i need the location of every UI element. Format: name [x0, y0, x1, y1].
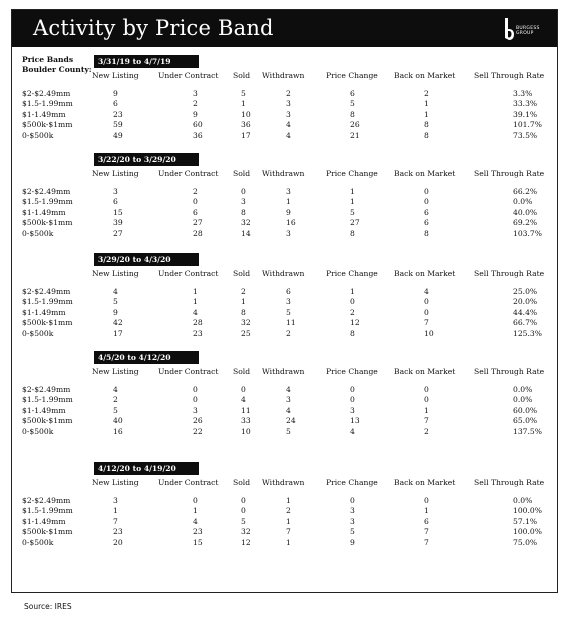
table-cell: 25: [241, 329, 251, 338]
table-cell: 7: [424, 538, 429, 547]
column-header: Price Change: [326, 169, 378, 178]
table-cell: 6: [193, 208, 198, 217]
table-cell: 5: [113, 406, 118, 415]
table-cell: 5: [241, 517, 246, 526]
table-cell: 4: [424, 287, 429, 296]
table-cell: 4: [241, 395, 246, 404]
table-cell: 2: [286, 89, 291, 98]
table-cell: 15: [193, 538, 203, 547]
table-cell: 100.0%: [513, 506, 542, 515]
price-band-label: $2-$2.49mm: [22, 187, 71, 196]
logo-mark-icon: [503, 17, 515, 41]
date-range-bar: 3/29/20 to 4/3/20: [94, 253, 199, 266]
table-cell: 9: [350, 538, 355, 547]
column-header: Under Contract: [158, 269, 219, 278]
table-cell: 3: [241, 197, 246, 206]
table-cell: 2: [286, 329, 291, 338]
table-cell: 28: [193, 318, 203, 327]
table-cell: 3: [286, 297, 291, 306]
table-cell: 10: [424, 329, 434, 338]
table-cell: 2: [193, 99, 198, 108]
table-cell: 0: [193, 496, 198, 505]
county-label: Boulder County:: [22, 65, 92, 74]
table-cell: 1: [424, 99, 429, 108]
price-band-label: $1.5-1.99mm: [22, 99, 73, 108]
column-header: New Listing: [92, 478, 139, 487]
table-cell: 0: [241, 385, 246, 394]
table-cell: 4: [286, 385, 291, 394]
table-cell: 2: [350, 308, 355, 317]
price-band-label: $500k-$1mm: [22, 120, 73, 129]
table-cell: 7: [424, 318, 429, 327]
table-cell: 36: [241, 120, 251, 129]
table-cell: 59: [113, 120, 123, 129]
price-band-label: $1-1.49mm: [22, 406, 66, 415]
price-band-label: $500k-$1mm: [22, 218, 73, 227]
table-cell: 0: [350, 297, 355, 306]
table-cell: 1: [350, 287, 355, 296]
table-cell: 8: [424, 120, 429, 129]
table-cell: 3: [113, 187, 118, 196]
price-band-label: $1.5-1.99mm: [22, 506, 73, 515]
table-cell: 60: [193, 120, 203, 129]
table-cell: 8: [350, 329, 355, 338]
column-header: Price Change: [326, 478, 378, 487]
column-header: Sell Through Rate: [474, 269, 545, 278]
logo-brand-line1: BURGESS: [516, 26, 540, 31]
column-header: Back on Market: [394, 169, 456, 178]
table-cell: 20.0%: [513, 297, 538, 306]
table-cell: 7: [286, 527, 291, 536]
table-cell: 36: [193, 131, 203, 140]
table-cell: 69.2%: [513, 218, 538, 227]
table-cell: 0: [424, 197, 429, 206]
table-cell: 0: [350, 496, 355, 505]
table-cell: 23: [193, 329, 203, 338]
table-cell: 0: [424, 187, 429, 196]
table-cell: 1: [424, 506, 429, 515]
table-cell: 8: [424, 229, 429, 238]
table-cell: 2: [286, 506, 291, 515]
table-cell: 17: [113, 329, 123, 338]
table-cell: 32: [241, 218, 251, 227]
table-cell: 4: [113, 385, 118, 394]
table-cell: 23: [113, 110, 123, 119]
table-cell: 1: [424, 406, 429, 415]
column-header: Price Change: [326, 269, 378, 278]
table-cell: 0: [424, 297, 429, 306]
table-cell: 1: [350, 187, 355, 196]
price-band-label: 0-$500k: [22, 538, 54, 547]
period-section: [12, 462, 557, 547]
table-cell: 16: [113, 427, 123, 436]
table-cell: 3: [193, 89, 198, 98]
table-cell: 14: [241, 229, 251, 238]
column-header: New Listing: [92, 169, 139, 178]
table-cell: 1: [286, 538, 291, 547]
price-band-label: $1-1.49mm: [22, 308, 66, 317]
table-cell: 4: [193, 308, 198, 317]
column-header: Sold: [233, 478, 251, 487]
price-band-label: $1.5-1.99mm: [22, 297, 73, 306]
table-cell: 2: [424, 427, 429, 436]
table-cell: 0: [241, 506, 246, 515]
table-cell: 25.0%: [513, 287, 538, 296]
logo-brand-text: [516, 26, 540, 36]
table-cell: 0: [193, 385, 198, 394]
table-cell: 101.7%: [513, 120, 542, 129]
period-section: [12, 153, 557, 238]
table-cell: 12: [350, 318, 360, 327]
date-range-bar: 3/22/20 to 3/29/20: [94, 153, 199, 166]
column-header: Sell Through Rate: [474, 169, 545, 178]
table-cell: 0: [424, 395, 429, 404]
table-cell: 73.5%: [513, 131, 538, 140]
logo-brand-line2: GROUP: [516, 31, 534, 36]
column-header: Withdrawn: [262, 478, 305, 487]
column-header: New Listing: [92, 71, 139, 80]
period-section: [12, 55, 557, 140]
table-cell: 9: [113, 308, 118, 317]
table-cell: 42: [113, 318, 123, 327]
table-cell: 65.0%: [513, 416, 538, 425]
column-header: Withdrawn: [262, 71, 305, 80]
column-header: Sold: [233, 269, 251, 278]
table-cell: 3: [350, 517, 355, 526]
table-cell: 11: [241, 406, 251, 415]
date-range-bar: 3/31/19 to 4/7/19: [94, 55, 199, 68]
period-section: [12, 253, 557, 338]
column-header: Back on Market: [394, 71, 456, 80]
table-cell: 0: [350, 385, 355, 394]
report-frame: [11, 9, 558, 593]
table-cell: 66.7%: [513, 318, 538, 327]
table-cell: 3: [286, 99, 291, 108]
table-cell: 33: [241, 416, 251, 425]
table-cell: 7: [424, 416, 429, 425]
column-header: New Listing: [92, 269, 139, 278]
price-band-label: 0-$500k: [22, 329, 54, 338]
table-cell: 5: [241, 89, 246, 98]
table-cell: 0.0%: [513, 395, 533, 404]
table-cell: 3: [113, 496, 118, 505]
price-band-label: $1-1.49mm: [22, 110, 66, 119]
table-cell: 8: [350, 110, 355, 119]
price-band-label: $1.5-1.99mm: [22, 197, 73, 206]
table-cell: 6: [424, 218, 429, 227]
table-cell: 66.2%: [513, 187, 538, 196]
date-range-bar: 4/5/20 to 4/12/20: [94, 351, 199, 364]
table-cell: 5: [350, 527, 355, 536]
table-cell: 4: [286, 120, 291, 129]
table-cell: 6: [286, 287, 291, 296]
table-cell: 3: [350, 506, 355, 515]
table-cell: 26: [193, 416, 203, 425]
table-cell: 33.3%: [513, 99, 538, 108]
table-cell: 3: [286, 187, 291, 196]
table-cell: 20: [113, 538, 123, 547]
price-band-label: $2-$2.49mm: [22, 385, 71, 394]
table-cell: 0.0%: [513, 197, 533, 206]
column-header: Under Contract: [158, 71, 219, 80]
table-cell: 0: [241, 496, 246, 505]
table-cell: 27: [350, 218, 360, 227]
table-cell: 57.1%: [513, 517, 538, 526]
column-header: Under Contract: [158, 367, 219, 376]
table-cell: 4: [286, 131, 291, 140]
table-cell: 0: [424, 385, 429, 394]
period-section: [12, 351, 557, 436]
table-cell: 2: [424, 89, 429, 98]
table-cell: 5: [286, 308, 291, 317]
table-cell: 75.0%: [513, 538, 538, 547]
column-header: Back on Market: [394, 269, 456, 278]
table-cell: 6: [424, 208, 429, 217]
table-cell: 10: [241, 427, 251, 436]
table-cell: 3.3%: [513, 89, 533, 98]
table-cell: 125.3%: [513, 329, 542, 338]
table-cell: 1: [241, 99, 246, 108]
table-cell: 13: [350, 416, 360, 425]
table-cell: 8: [350, 229, 355, 238]
price-band-label: 0-$500k: [22, 131, 54, 140]
table-cell: 23: [113, 527, 123, 536]
date-range-bar: 4/12/20 to 4/19/20: [94, 462, 199, 475]
price-band-label: $1.5-1.99mm: [22, 395, 73, 404]
table-cell: 5: [113, 297, 118, 306]
table-cell: 1: [241, 297, 246, 306]
table-cell: 5: [350, 208, 355, 217]
table-cell: 21: [350, 131, 360, 140]
price-band-label: $2-$2.49mm: [22, 287, 71, 296]
table-cell: 1: [113, 506, 118, 515]
table-cell: 39.1%: [513, 110, 538, 119]
table-cell: 0: [424, 496, 429, 505]
table-cell: 4: [193, 517, 198, 526]
table-cell: 8: [241, 208, 246, 217]
table-cell: 0: [424, 308, 429, 317]
table-cell: 4: [113, 287, 118, 296]
table-cell: 39: [113, 218, 123, 227]
table-cell: 4: [286, 406, 291, 415]
price-band-label: $500k-$1mm: [22, 527, 73, 536]
table-cell: 26: [350, 120, 360, 129]
table-cell: 100.0%: [513, 527, 542, 536]
column-header: Back on Market: [394, 478, 456, 487]
column-header: Withdrawn: [262, 367, 305, 376]
column-header: Sell Through Rate: [474, 478, 545, 487]
table-cell: 3: [286, 110, 291, 119]
table-cell: 23: [193, 527, 203, 536]
table-cell: 1: [193, 506, 198, 515]
table-cell: 9: [113, 89, 118, 98]
table-cell: 5: [350, 99, 355, 108]
column-header: Withdrawn: [262, 269, 305, 278]
table-cell: 49: [113, 131, 123, 140]
table-cell: 6: [424, 517, 429, 526]
page-title: Activity by Price Band: [33, 16, 274, 40]
table-cell: 1: [424, 110, 429, 119]
table-cell: 27: [193, 218, 203, 227]
price-band-label: $1-1.49mm: [22, 517, 66, 526]
column-header: Withdrawn: [262, 169, 305, 178]
table-cell: 28: [193, 229, 203, 238]
burgess-group-logo: [503, 17, 543, 41]
column-header: Price Change: [326, 71, 378, 80]
table-cell: 0: [241, 187, 246, 196]
table-cell: 6: [113, 99, 118, 108]
table-cell: 17: [241, 131, 251, 140]
column-header: Sold: [233, 367, 251, 376]
source-note: Source: IRES: [24, 602, 72, 611]
table-cell: 0: [193, 395, 198, 404]
table-cell: 3: [286, 229, 291, 238]
column-header: Under Contract: [158, 478, 219, 487]
table-cell: 1: [193, 287, 198, 296]
table-cell: 2: [113, 395, 118, 404]
table-cell: 27: [113, 229, 123, 238]
table-cell: 24: [286, 416, 296, 425]
table-cell: 44.4%: [513, 308, 538, 317]
table-cell: 8: [241, 308, 246, 317]
table-cell: 1: [286, 197, 291, 206]
table-cell: 40.0%: [513, 208, 538, 217]
report-header: [12, 10, 557, 47]
column-header: Price Change: [326, 367, 378, 376]
table-cell: 16: [286, 218, 296, 227]
table-cell: 1: [286, 517, 291, 526]
price-band-label: $2-$2.49mm: [22, 496, 71, 505]
table-cell: 137.5%: [513, 427, 542, 436]
table-cell: 15: [113, 208, 123, 217]
table-cell: 4: [350, 427, 355, 436]
table-cell: 22: [193, 427, 203, 436]
table-cell: 9: [286, 208, 291, 217]
table-cell: 0.0%: [513, 496, 533, 505]
table-cell: 1: [193, 297, 198, 306]
table-cell: 40: [113, 416, 123, 425]
table-cell: 3: [350, 406, 355, 415]
column-header: New Listing: [92, 367, 139, 376]
table-cell: 32: [241, 527, 251, 536]
table-cell: 6: [113, 197, 118, 206]
table-cell: 0: [193, 197, 198, 206]
price-band-label: $500k-$1mm: [22, 318, 73, 327]
table-cell: 0.0%: [513, 385, 533, 394]
table-cell: 2: [193, 187, 198, 196]
price-band-label: 0-$500k: [22, 229, 54, 238]
column-header: Sold: [233, 169, 251, 178]
table-cell: 103.7%: [513, 229, 542, 238]
column-header: Sell Through Rate: [474, 71, 545, 80]
column-header: Under Contract: [158, 169, 219, 178]
table-cell: 3: [193, 406, 198, 415]
table-cell: 6: [350, 89, 355, 98]
table-cell: 8: [424, 131, 429, 140]
price-band-label: $500k-$1mm: [22, 416, 73, 425]
table-cell: 9: [193, 110, 198, 119]
table-cell: 3: [286, 395, 291, 404]
table-cell: 0: [350, 395, 355, 404]
table-cell: 1: [286, 496, 291, 505]
table-cell: 10: [241, 110, 251, 119]
table-cell: 60.0%: [513, 406, 538, 415]
column-header: Back on Market: [394, 367, 456, 376]
table-cell: 7: [113, 517, 118, 526]
table-cell: 7: [424, 527, 429, 536]
column-header: Sell Through Rate: [474, 367, 545, 376]
column-header: Sold: [233, 71, 251, 80]
table-cell: 11: [286, 318, 296, 327]
table-cell: 32: [241, 318, 251, 327]
price-band-label: $2-$2.49mm: [22, 89, 71, 98]
table-cell: 2: [241, 287, 246, 296]
price-band-label: $1-1.49mm: [22, 208, 66, 217]
price-bands-label: Price Bands: [22, 55, 74, 64]
table-cell: 12: [241, 538, 251, 547]
table-cell: 5: [286, 427, 291, 436]
price-band-label: 0-$500k: [22, 427, 54, 436]
table-cell: 1: [350, 197, 355, 206]
